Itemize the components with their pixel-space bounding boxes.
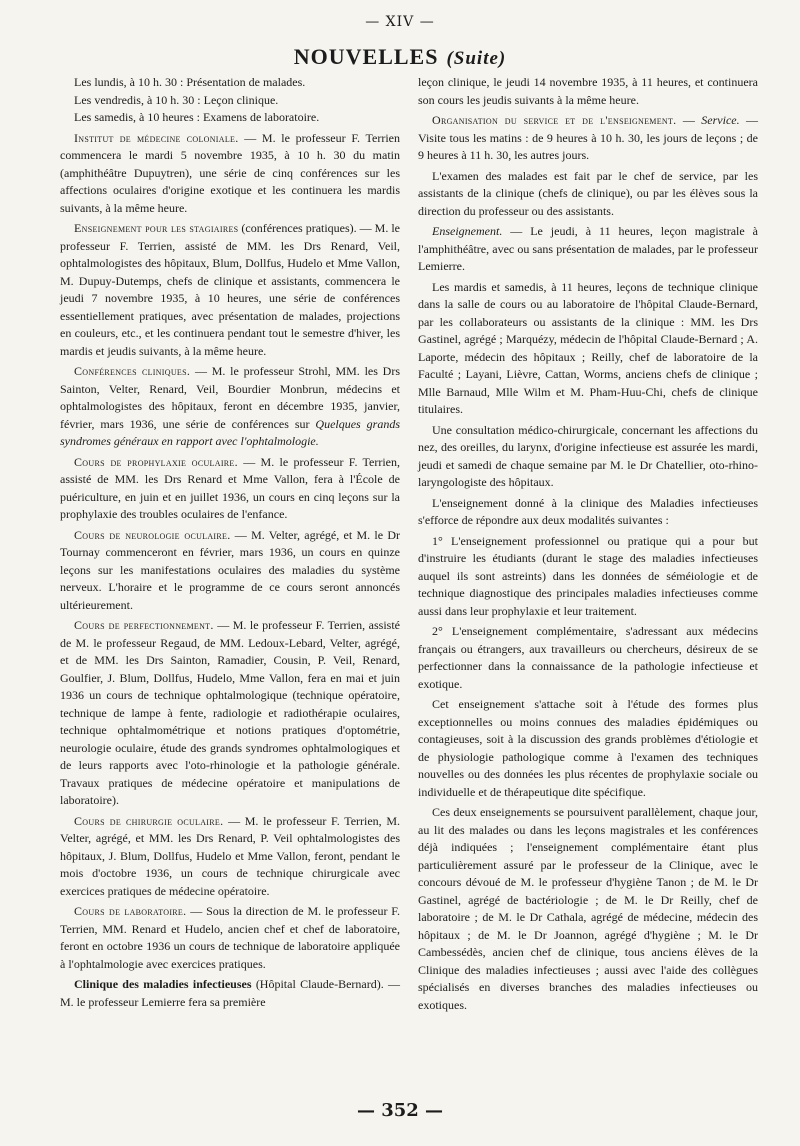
paragraph-text: — M. le professeur F. Terrien, M. Velter, agrégé, et MM. les Drs Renard, P. Veil ophtalmologistes des hôpitaux, J. Blum, Dollfus, Hudelo et Mme Vallon, feront, pendant le mois d'octobre 1936, un cours de technique chirurgicale avec exercices pratiques de médecine opératoire. <box>60 813 401 898</box>
section-heading: Clinique des maladies infectieuses <box>74 977 252 991</box>
paragraph <box>60 220 400 360</box>
schedule-line: Les lundis, à 10 h. 30 : Présentation de malades. <box>74 75 306 89</box>
subsection-label: Enseignement. <box>432 224 503 238</box>
paragraph: Les mardis et samedis, à 11 heures, leçons de technique clinique dans la salle de cours ou au laboratoire de l'hôpital Claude-Bernard, par les collaborateurs ou assistants de la clinique : MM. les Drs Gastinel, agrégé ; Marquézy, médecin de l'hôpital Claude-Bernard ; A. Laporte, médecin des hôpitaux ; Reilly, chef de laboratoire de la Faculté ; Layani, Lièvre, Cattan, Worms, anciens chefs de clinique ; Mlle Barnaud, Mlle Wilm et M. Pham-Huu-Chi, chefs de clinique titulaires. <box>418 279 758 416</box>
paragraph-text: — Le jeudi, à 11 heures, leçon magistrale à l'amphithéâtre, avec ou sans présentation de malades, par le professeur Lemierre. <box>418 224 758 273</box>
section-heading: Conférences cliniques. <box>74 364 191 378</box>
paragraph-text: — M. le professeur F. Terrien commencera le mardi 5 novembre 1935, à 10 h. 30 du matin (amphithéâtre Dupuytren), une série de cinq conférences sur les affections oculaires d'origine exotique et les continuera les mardis suivants, à la même heure. <box>60 130 400 215</box>
schedule-line: Les samedis, à 10 heures : Examens de laboratoire. <box>74 110 320 124</box>
paragraph <box>60 454 400 524</box>
page-number: — 352 — <box>356 1100 444 1121</box>
italic-title: Quelques grands syndromes généraux en rapport avec l'ophtalmologie. <box>60 416 400 448</box>
paragraph-text: (conférences pratiques). — M. le professeur F. Terrien, assisté de MM. les Drs Renard, Veil, ophtalmologistes des hôpitaux, Blum, Dollfus, Hudelo et Mme Vallon, M. Dupuy-Dutemps, chefs de clinique et assistants, commencera le jeudi 7 novembre 1935, à 10 heures, une série de conférences essentiellement pratiques, avec présentation de malades, projections en couleurs, etc., et les continuera pendant tout le semestre d'hiver, les mardis et jeudis suivants, à la même heure. <box>60 221 401 358</box>
paragraph: Organisation du service et de l'enseignement. — Service. — Visite tous les matins : de 9 heures à 10 h. 30, les jours de leçons ; de 9 heures à 11 h. 30, les autres jours. <box>418 113 759 162</box>
paragraph-text: — M. le professeur F. Terrien, assisté de MM. les Drs Renard et Mme Vallon, fera à l'École de puériculture, en juin et en juillet 1936, un cours en cinq leçons sur la prophylaxie des troubles oculaires de l'enfance. <box>60 454 401 521</box>
paragraph: Ces deux enseignements se poursuivent parallèlement, chaque jour, au lit des malades ou dans les leçons magistrales et les conférences déjà indiquées ; l'enseignement complémentaire étant plus particulièrement assuré par le professeur de la Clinique, avec le concours dévoué de M. le professeur d'hygiène Tanon ; de M. le Dr Gastinel, agrégé de bactériologie ; de M. le Dr Reilly, chef de laboratoire ; de M. le Dr Cathala, agrégé de médecine, médecin des hôpitaux ; de M. le Dr Joannon, agrégé d'hygiène ; M. le Dr Cambessédès, ancien chef de clinique, tous anciens élèves de la Clinique des maladies infectieuses ; aussi avec l'aide des collègues spécialisés en diverses branches des maladies infectieuses ou exotiques. <box>418 805 758 1012</box>
paragraph-text: — M. le professeur Strohl, MM. les Drs Sainton, Velter, Renard, Veil, Bourdier Monbrun, médecins et ophtalmologistes des hôpitaux, feront en décembre 1935, janvier, février, mars 1936, une série de conférences sur <box>60 364 401 431</box>
section-heading: Institut de médecine coloniale. <box>74 130 239 145</box>
paragraph: 2° L'enseignement complémentaire, s'adressant aux médecins français ou étrangers, aux travailleurs ou chercheurs, désireux de se perfectionner dans la connaissance de la pathologie infectieuse et exotique. <box>418 624 758 691</box>
paragraph-text: (Hôpital Claude-Bernard). — M. le professeur Lemierre fera sa première <box>60 977 401 1009</box>
right-column <box>418 74 758 1014</box>
section-heading: Cours de chirurgie oculaire. <box>74 813 224 828</box>
paragraph <box>60 976 400 1011</box>
title-suffix: (Suite) <box>446 48 507 69</box>
paragraph <box>60 617 400 810</box>
paragraph <box>60 130 400 218</box>
page-header: — XIV — <box>365 14 435 30</box>
title-text: NOUVELLES <box>293 44 439 69</box>
paragraph <box>60 527 400 615</box>
paragraph <box>60 813 400 901</box>
paragraph: leçon clinique, le jeudi 14 novembre 1935, à 11 heures, et continuera son cours les jeudis suivants à la même heure. <box>418 75 758 107</box>
paragraph <box>60 363 400 451</box>
paragraph-text: — Sous la direction de M. le professeur F. Terrien, MM. Renard et Hudelo, ancien chef et chef de laboratoire, feront en octobre 1936 un cours de technique de laboratoire appliquée à l'ophtalmologie avec exercices pratiques. <box>60 904 400 971</box>
section-heading: Cours de perfectionnement. <box>74 618 214 632</box>
section-heading: Cours de neurologie oculaire. <box>74 527 231 542</box>
section-heading: Enseignement pour les stagiaires <box>74 221 239 235</box>
page-title <box>0 44 800 70</box>
schedule-line: Les vendredis, à 10 h. 30 : Leçon clinique. <box>74 92 279 107</box>
paragraph <box>60 903 400 973</box>
paragraph: Une consultation médico-chirurgicale, concernant les affections du nez, des oreilles, du larynx, d'origine infectieuse est assurée les mardi, jeudi et samedi de chaque semaine par M. le Dr Chatellier, oto-rhino-laryngologiste des hôpitaux. <box>418 422 758 489</box>
section-heading: Cours de laboratoire. <box>74 904 187 918</box>
left-column <box>60 74 400 1011</box>
paragraph: Cet enseignement s'attache soit à l'étude des formes plus exceptionnelles ou moins connues des maladies épidémiques ou contagieuses, soit à la discussion des grands problèmes d'étiologie et de physiologie pathologique comme à l'examen des techniques nouvelles ou des données les plus récentes de prophylaxie sociale ou individuelle et de thérapeutique dite spécifique. <box>418 697 758 799</box>
section-heading: Cours de prophylaxie oculaire. <box>74 454 238 469</box>
paragraph-text: — Visite tous les matins : de 9 heures à 10 h. 30, les jours de leçons ; de 9 heures à 11 h. 30, les autres jours. <box>418 113 759 162</box>
paragraph-text: — M. le professeur F. Terrien, assisté de M. le professeur Regaud, de MM. Ledoux-Lebard, Velter, agrégé, et de MM. les Drs Sainton, Ramadier, Cousin, P. Veil, Renard, Goulfier, J. Blum, Dollfus, Hudelo, Mme Vallon, fera en mai et juin 1936 un cours de technique ophtalmologique (technique opératoire, technique de lampe à fente, radiologie et radiothérapie oculaires, technique ophtalmométrique et notions pratiques d'optométrie, neurologie oculaire, étude des grands syndromes ophtalmologiques et de leurs rapports avec l'oto-rhinologie et la pathologie générale. Travaux pratiques de médecine opératoire et manipulations de laboratoire). <box>60 618 400 807</box>
paragraph: 1° L'enseignement professionnel ou pratique qui a pour but d'instruire les étudiants (durant le stage des maladies infectieuses auquel ils sont astreints) dans les données de séméiologie et de technique diagnostique des principales maladies infectieuses comme aussi dans leur prophylaxie et leur traitement. <box>418 533 758 618</box>
paragraph: L'enseignement donné à la clinique des Maladies infectieuses s'efforce de répondre aux deux modalités suivantes : <box>418 495 758 527</box>
subsection-label: Service. <box>701 113 740 127</box>
section-heading: Organisation du service et de l'enseignement. <box>432 113 677 127</box>
paragraph <box>418 223 758 276</box>
paragraph: L'examen des malades est fait par le chef de service, par les assistants de la clinique (chefs de clinique), ou par les élèves sous la direction du professeur ou des assistants. <box>418 168 758 218</box>
paragraph-text: — M. Velter, agrégé, et M. le Dr Tournay commenceront en février, mars 1936, un cours en quinze leçons sur les manifestations oculaires des maladies du système nerveux. L'horaire et le programme de ce cours seront annoncés ultérieurement. <box>60 527 400 612</box>
